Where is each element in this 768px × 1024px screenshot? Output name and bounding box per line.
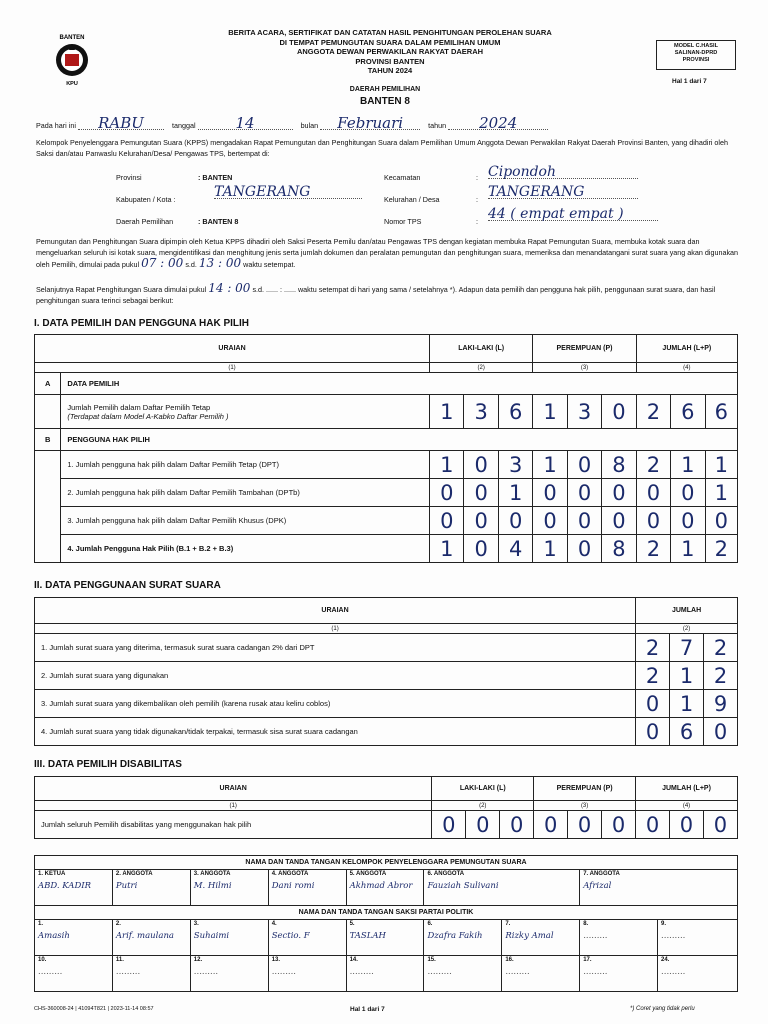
saksi-number: 7. bbox=[505, 921, 511, 927]
a-digit[interactable]: 3 bbox=[464, 395, 498, 429]
s2-r4-digit[interactable]: 0 bbox=[704, 718, 738, 746]
footer-note: *) Coret yang tidak perlu bbox=[630, 1006, 695, 1012]
b1-digit[interactable]: 8 bbox=[602, 451, 636, 479]
s3-digit[interactable]: 0 bbox=[500, 811, 534, 839]
s1-b-spacer bbox=[35, 507, 61, 535]
header-line-4: PROVINSI BANTEN bbox=[355, 56, 425, 66]
page-number-top: Hal 1 dari 7 bbox=[672, 78, 707, 85]
saksi-number: 2. bbox=[115, 921, 121, 927]
kpps-role: 2. ANGGOTA bbox=[115, 871, 153, 877]
b4-digit[interactable]: 1 bbox=[533, 535, 567, 563]
s3-col-perempuan: PEREMPUAN (P) bbox=[534, 777, 636, 801]
start-time: 07 : 00 bbox=[141, 256, 184, 270]
b1-digit[interactable]: 0 bbox=[464, 451, 498, 479]
b3-digit[interactable]: 0 bbox=[705, 507, 737, 535]
s1-col-perempuan: PEREMPUAN (P) bbox=[533, 335, 636, 363]
s1-b-spacer bbox=[35, 535, 61, 563]
s3-digit[interactable]: 0 bbox=[568, 811, 602, 839]
a-row-main: Jumlah Pemilih dalam Daftar Pemilih Tetap bbox=[67, 402, 211, 412]
s1-num-2: (2) bbox=[430, 363, 533, 373]
provinsi-value: : BANTEN bbox=[198, 173, 233, 182]
a-digit[interactable]: 1 bbox=[430, 395, 464, 429]
kecamatan-colon: : bbox=[476, 173, 478, 182]
b4-digit[interactable]: 0 bbox=[464, 535, 498, 563]
intro-line bbox=[36, 114, 736, 132]
s3-row-label: Jumlah seluruh Pemilih disabilitas yang menggunakan hak pilih bbox=[35, 811, 432, 839]
saksi-signature: ......... bbox=[505, 967, 530, 977]
kelurahan-label: Kelurahan / Desa bbox=[384, 195, 440, 204]
model-line-3: PROVINSI bbox=[682, 57, 710, 63]
s1-num-3: (3) bbox=[533, 363, 636, 373]
provinsi-label: Provinsi bbox=[116, 173, 142, 182]
footer-code: CHS-360008-24 | 41094T821 | 2023-11-14 08:57 bbox=[34, 1006, 154, 1012]
saksi-number: 24. bbox=[661, 957, 670, 963]
body-sd: s.d. bbox=[185, 260, 197, 269]
saksi-signature: ......... bbox=[115, 967, 141, 977]
a-digit[interactable]: 6 bbox=[705, 395, 737, 429]
a-digit[interactable]: 6 bbox=[498, 395, 532, 429]
saksi-number: 4. bbox=[271, 921, 277, 927]
b4-digit[interactable]: 1 bbox=[430, 535, 464, 563]
date-label: tanggal bbox=[171, 121, 196, 130]
b3-digit[interactable]: 0 bbox=[533, 507, 567, 535]
kpps-signature-cell[interactable] bbox=[190, 870, 268, 906]
kpps-role: 6. ANGGOTA bbox=[427, 871, 465, 877]
s3-num-4: (4) bbox=[636, 801, 738, 811]
saksi-number: 11. bbox=[115, 957, 124, 963]
saksi-number: 15. bbox=[427, 957, 436, 963]
saksi-number: 12. bbox=[193, 957, 203, 963]
saksi-number: 16. bbox=[505, 957, 514, 963]
section-2-title: II. DATA PENGGUNAAN SURAT SUARA bbox=[34, 580, 221, 591]
saksi-signature-cell[interactable] bbox=[190, 920, 268, 956]
saksi-signature-cell[interactable] bbox=[424, 956, 502, 992]
saksi-number: 17. bbox=[583, 957, 592, 963]
s3-digit[interactable]: 0 bbox=[432, 811, 466, 839]
s2-r1-digit[interactable]: 2 bbox=[636, 634, 670, 662]
s3-digit[interactable]: 0 bbox=[670, 811, 704, 839]
saksi-signature-cell[interactable] bbox=[424, 920, 502, 956]
s3-num-2: (2) bbox=[432, 801, 534, 811]
section-2-table bbox=[34, 597, 738, 746]
a-digit[interactable]: 3 bbox=[567, 395, 601, 429]
saksi-signature-cell[interactable] bbox=[268, 956, 346, 992]
saksi-signature-cell[interactable] bbox=[112, 956, 190, 992]
saksi-signature: ......... bbox=[271, 967, 297, 977]
saksi-signature-cell[interactable] bbox=[346, 956, 424, 992]
b3-digit[interactable]: 0 bbox=[567, 507, 601, 535]
s1-col-uraian: URAIAN bbox=[35, 335, 430, 363]
header-line-1: BERITA ACARA, SERTIFIKAT DAN CATATAN HASIL PENGHITUNGAN PEROLEHAN SUARA bbox=[228, 28, 552, 37]
saksi-number: 6. bbox=[427, 921, 433, 927]
s2-row-label: 1. Jumlah surat suara yang diterima, termasuk surat suara cadangan 2% dari DPT bbox=[35, 634, 636, 662]
kpps-signature: Fauziah Sulivani bbox=[427, 881, 499, 891]
month-label: bulan bbox=[300, 121, 319, 130]
b1-digit[interactable]: 1 bbox=[705, 451, 737, 479]
s2-row-label: 4. Jumlah surat suara yang tidak digunakan/tidak terpakai, termasuk sisa surat suara cadangan bbox=[35, 718, 636, 746]
b2-digit[interactable]: 0 bbox=[602, 479, 636, 507]
section-a-title: DATA PEMILIH bbox=[61, 373, 738, 395]
saksi-signature-cell[interactable] bbox=[580, 920, 658, 956]
month-value: Februari bbox=[320, 118, 420, 130]
kpps-signature-cell[interactable] bbox=[580, 870, 738, 906]
kpps-signature: Dani romi bbox=[271, 881, 315, 891]
s3-col-laki: LAKI-LAKI (L) bbox=[432, 777, 534, 801]
body-p2b-text: s.d. ...... : ...... waktu setempat di hari yang sama / setelahnya *). Adapun data pemilih dan pengguna hak pilih, penggunaan surat suara, dan hasil penghitungan suara terinci sebagai berikut: bbox=[36, 285, 716, 305]
kpps-signature: ABD. KADIR bbox=[38, 881, 92, 891]
b4-digit[interactable]: 2 bbox=[705, 535, 737, 563]
saksi-signature: Dzafra Fakih bbox=[427, 931, 483, 941]
kelurahan-value: TANGERANG bbox=[488, 187, 638, 199]
kpps-signature-cell[interactable] bbox=[268, 870, 346, 906]
saksi-signature-cell[interactable] bbox=[580, 956, 658, 992]
s2-num-2: (2) bbox=[636, 624, 738, 634]
header-line-3: ANGGOTA DEWAN PERWAKILAN RAKYAT DAERAH bbox=[296, 47, 484, 56]
tps-value: 44 ( empat empat ) bbox=[488, 209, 658, 221]
b1-digit[interactable]: 2 bbox=[636, 451, 670, 479]
b-row-label: 1. Jumlah pengguna hak pilih dalam Daftar Pemilih Tetap (DPT) bbox=[61, 451, 430, 479]
s1-num-1: (1) bbox=[35, 363, 430, 373]
saksi-signature-cell[interactable] bbox=[658, 920, 738, 956]
b2-digit[interactable]: 0 bbox=[567, 479, 601, 507]
saksi-number: 13. bbox=[271, 957, 281, 963]
saksi-signature: Arif. maulana bbox=[115, 931, 174, 941]
b4-digit[interactable]: 1 bbox=[671, 535, 705, 563]
kecamatan-value: Cipondoh bbox=[488, 167, 638, 179]
section-b-code: B bbox=[35, 429, 61, 451]
b-row-label: 3. Jumlah pengguna hak pilih dalam Daftar Pemilih Khusus (DPK) bbox=[61, 507, 430, 535]
section-a-code: A bbox=[35, 373, 61, 395]
b1-digit[interactable]: 1 bbox=[533, 451, 567, 479]
s2-row-label: 2. Jumlah surat suara yang digunakan bbox=[35, 662, 636, 690]
intro-paragraph: Kelompok Penyelenggara Pemungutan Suara (KPPS) mengadakan Rapat Pemungutan dan Penghitungan Suara dalam Pemilihan Umum Anggota Dewan Perwakilan Rakyat Daerah Provinsi Banten, yang dihadiri oleh Saksi dan/atau Panwaslu Kelurahan/Desa/ Pengawas TPS, bertempat di: bbox=[36, 138, 729, 158]
saksi-signature-cell[interactable] bbox=[35, 920, 113, 956]
document-header bbox=[180, 28, 600, 76]
kpps-signature: Putri bbox=[115, 881, 138, 891]
end-time: 13 : 00 bbox=[198, 256, 242, 270]
saksi-number: 14. bbox=[349, 957, 358, 963]
section-1-title: I. DATA PEMILIH DAN PENGGUNA HAK PILIH bbox=[34, 318, 249, 329]
b3-digit[interactable]: 0 bbox=[602, 507, 636, 535]
year-label: tahun bbox=[428, 121, 447, 130]
section-b-title: PENGGUNA HAK PILIH bbox=[61, 429, 738, 451]
s3-digit[interactable]: 0 bbox=[466, 811, 500, 839]
header-line-2: DI TEMPAT PEMUNGUTAN SUARA DALAM PEMILIHAN UMUM bbox=[279, 37, 501, 47]
s3-num-1: (1) bbox=[35, 801, 432, 811]
b2-digit[interactable]: 0 bbox=[671, 479, 705, 507]
saksi-signature-cell[interactable] bbox=[346, 920, 424, 956]
body-paragraph-2 bbox=[36, 283, 740, 306]
saksi-signature-title: NAMA DAN TANDA TANGAN SAKSI PARTAI POLITIK bbox=[35, 906, 738, 920]
date-value: 14 bbox=[198, 118, 293, 130]
b1-digit[interactable]: 3 bbox=[498, 451, 532, 479]
kpps-signature: Afrizal bbox=[583, 881, 612, 891]
saksi-signature: Sectio. F bbox=[271, 931, 310, 941]
b4-digit[interactable]: 4 bbox=[498, 535, 532, 563]
saksi-signature: TASLAH bbox=[349, 931, 386, 941]
day-label: Pada hari ini bbox=[36, 121, 76, 130]
model-box bbox=[656, 40, 736, 70]
kpps-signature-cell[interactable] bbox=[424, 870, 580, 906]
s2-r1-digit[interactable]: 2 bbox=[704, 634, 738, 662]
saksi-signature: Amasih bbox=[38, 931, 70, 941]
s2-col-jumlah: JUMLAH bbox=[636, 598, 738, 624]
section-3-title: III. DATA PEMILIH DISABILITAS bbox=[34, 759, 182, 770]
b3-digit[interactable]: 0 bbox=[671, 507, 705, 535]
saksi-signature-cell[interactable] bbox=[658, 956, 738, 992]
kpps-signature-cell[interactable] bbox=[35, 870, 113, 906]
year-value: 2024 bbox=[448, 118, 548, 130]
b-row-label: 2. Jumlah pengguna hak pilih dalam Daftar Pemilih Tambahan (DPTb) bbox=[61, 479, 430, 507]
kpu-banten-logo bbox=[50, 30, 94, 90]
s2-r1-digit[interactable]: 7 bbox=[670, 634, 704, 662]
s2-r2-digit[interactable]: 1 bbox=[670, 662, 704, 690]
section-3-table bbox=[34, 776, 738, 839]
a-digit[interactable]: 6 bbox=[671, 395, 705, 429]
saksi-signature: Rizky Amal bbox=[505, 931, 554, 941]
saksi-signature-cell[interactable] bbox=[112, 920, 190, 956]
model-line-1: MODEL C.HASIL bbox=[673, 43, 719, 49]
kabkota-label: Kabupaten / Kota : bbox=[116, 195, 176, 204]
s2-r4-digit[interactable]: 0 bbox=[636, 718, 670, 746]
s3-col-jumlah: JUMLAH (L+P) bbox=[636, 777, 738, 801]
b1-digit[interactable]: 1 bbox=[671, 451, 705, 479]
footer-page-number: Hal 1 dari 7 bbox=[350, 1006, 385, 1013]
s1-col-jumlah: JUMLAH (L+P) bbox=[636, 335, 737, 363]
saksi-signature-cell[interactable] bbox=[190, 956, 268, 992]
saksi-signature: ......... bbox=[661, 967, 686, 977]
kpps-signature: M. Hilmi bbox=[193, 881, 232, 891]
saksi-number: 8. bbox=[583, 921, 589, 927]
saksi-number: 5. bbox=[349, 921, 355, 927]
s2-r4-digit[interactable]: 6 bbox=[670, 718, 704, 746]
saksi-signature: ......... bbox=[193, 967, 219, 977]
b2-digit[interactable]: 1 bbox=[705, 479, 737, 507]
kpps-role: 3. ANGGOTA bbox=[193, 871, 231, 877]
s3-col-uraian: URAIAN bbox=[35, 777, 432, 801]
tps-label: Nomor TPS bbox=[384, 217, 422, 226]
body-paragraph-1 bbox=[36, 237, 740, 271]
kecamatan-label: Kecamatan bbox=[384, 173, 421, 182]
saksi-signature-cell[interactable] bbox=[502, 956, 580, 992]
s2-r2-digit[interactable]: 2 bbox=[636, 662, 670, 690]
body-p1-text: Pemungutan dan Penghitungan Suara dipimpin oleh Ketua KPPS dihadiri oleh Saksi Peserta Pemilu dan/atau Pengawas TPS dengan kegiatan membuka Rapat Pemungutan Suara, membuka kotak suara dan mengeluarkan seluruh isi kotak suara, mengidentifikasi dan menghitung jenis serta jumlah dokumen dan peralatan pemungutan dan penghitungan suara, memeriksa dan menandatangani surat suara yang akan digunakan oleh Pemilih, dimulai pada pukul bbox=[36, 237, 739, 269]
logo-bottom-text: KPU bbox=[66, 81, 78, 87]
s1-col-laki: LAKI-LAKI (L) bbox=[430, 335, 533, 363]
s2-r3-digit[interactable]: 1 bbox=[670, 690, 704, 718]
dapil-value: : BANTEN 8 bbox=[198, 217, 239, 226]
b3-digit[interactable]: 0 bbox=[636, 507, 670, 535]
body-p2a-text: Selanjutnya Rapat Penghitungan Suara dimulai pukul bbox=[36, 285, 207, 294]
kpps-role: 4. ANGGOTA bbox=[271, 871, 309, 877]
tps-colon: : bbox=[476, 217, 478, 226]
s3-digit[interactable]: 0 bbox=[602, 811, 636, 839]
b2-digit[interactable]: 1 bbox=[498, 479, 532, 507]
a-row-label bbox=[61, 395, 430, 429]
b2-digit[interactable]: 0 bbox=[636, 479, 670, 507]
body-waktu: waktu setempat. bbox=[243, 260, 296, 269]
b2-digit[interactable]: 0 bbox=[533, 479, 567, 507]
header-line-5: TAHUN 2024 bbox=[367, 66, 413, 75]
saksi-number: 10. bbox=[38, 957, 47, 963]
kpps-signature-cell[interactable] bbox=[346, 870, 424, 906]
saksi-number: 1. bbox=[38, 921, 44, 927]
kpps-role: 7. ANGGOTA bbox=[583, 871, 620, 877]
b2-digit[interactable]: 0 bbox=[464, 479, 498, 507]
b1-digit[interactable]: 1 bbox=[430, 451, 464, 479]
saksi-signature: ......... bbox=[661, 931, 686, 941]
count-start-time: 14 : 00 bbox=[208, 281, 251, 295]
day-value: RABU bbox=[78, 118, 164, 130]
s3-digit[interactable]: 0 bbox=[703, 811, 737, 839]
saksi-signature-cell[interactable] bbox=[268, 920, 346, 956]
s1-num-4: (4) bbox=[636, 363, 737, 373]
section-1-table bbox=[34, 334, 738, 563]
kpps-signature-title: NAMA DAN TANDA TANGAN KELOMPOK PENYELENGGARA PEMUNGUTAN SUARA bbox=[35, 856, 738, 870]
s3-digit[interactable]: 0 bbox=[636, 811, 670, 839]
saksi-number: 9. bbox=[661, 921, 667, 927]
location-block bbox=[116, 164, 736, 233]
saksi-signature: ......... bbox=[583, 967, 608, 977]
s2-row-label: 3. Jumlah surat suara yang dikembalikan oleh pemilih (karena rusak atau keliru coblos) bbox=[35, 690, 636, 718]
saksi-signature: ......... bbox=[583, 931, 608, 941]
b-row-label: 4. Jumlah Pengguna Hak Pilih (B.1 + B.2 + B.3) bbox=[61, 535, 430, 563]
a-digit[interactable]: 1 bbox=[533, 395, 567, 429]
b4-digit[interactable]: 0 bbox=[567, 535, 601, 563]
kelurahan-colon: : bbox=[476, 195, 478, 204]
model-line-2: SALINAN-DPRD bbox=[674, 50, 718, 56]
saksi-signature-cell[interactable] bbox=[35, 956, 113, 992]
s1-b-spacer bbox=[35, 479, 61, 507]
daerah-pemilihan-label: DAERAH PEMILIHAN bbox=[349, 86, 421, 93]
saksi-signature: ......... bbox=[349, 967, 374, 977]
b1-digit[interactable]: 0 bbox=[567, 451, 601, 479]
b4-digit[interactable]: 8 bbox=[602, 535, 636, 563]
kpps-signature-cell[interactable] bbox=[112, 870, 190, 906]
kpps-role: 5. ANGGOTA bbox=[349, 871, 387, 877]
logo-top-text: BANTEN bbox=[59, 35, 85, 41]
saksi-signature: ......... bbox=[38, 967, 63, 977]
saksi-signature: ......... bbox=[427, 967, 452, 977]
a-digit[interactable]: 2 bbox=[636, 395, 670, 429]
b3-digit[interactable]: 0 bbox=[464, 507, 498, 535]
b2-digit[interactable]: 0 bbox=[430, 479, 464, 507]
s2-r3-digit[interactable]: 9 bbox=[704, 690, 738, 718]
saksi-number: 3. bbox=[193, 921, 199, 927]
a-row-sub: (Terdapat dalam Model A-Kabko Daftar Pemilih ) bbox=[67, 411, 229, 421]
s2-r2-digit[interactable]: 2 bbox=[704, 662, 738, 690]
kabkota-value: TANGERANG bbox=[214, 187, 362, 199]
s2-r3-digit[interactable]: 0 bbox=[636, 690, 670, 718]
s3-digit[interactable]: 0 bbox=[534, 811, 568, 839]
b3-digit[interactable]: 0 bbox=[430, 507, 464, 535]
a-digit[interactable]: 0 bbox=[602, 395, 636, 429]
daerah-pemilihan-value: BANTEN 8 bbox=[359, 96, 410, 107]
b4-digit[interactable]: 2 bbox=[636, 535, 670, 563]
b3-digit[interactable]: 0 bbox=[498, 507, 532, 535]
kpps-signature: Akhmad Abror bbox=[349, 881, 413, 891]
saksi-signature-cell[interactable] bbox=[502, 920, 580, 956]
signature-table bbox=[34, 855, 738, 992]
s1-a-spacer bbox=[35, 395, 61, 429]
saksi-signature: Suhaimi bbox=[193, 931, 230, 941]
s2-num-1: (1) bbox=[35, 624, 636, 634]
kpps-role: 1. KETUA bbox=[38, 871, 66, 877]
dapil-label: Daerah Pemilihan bbox=[116, 217, 174, 226]
s1-b-spacer bbox=[35, 451, 61, 479]
s3-num-3: (3) bbox=[534, 801, 636, 811]
s2-col-uraian: URAIAN bbox=[35, 598, 636, 624]
